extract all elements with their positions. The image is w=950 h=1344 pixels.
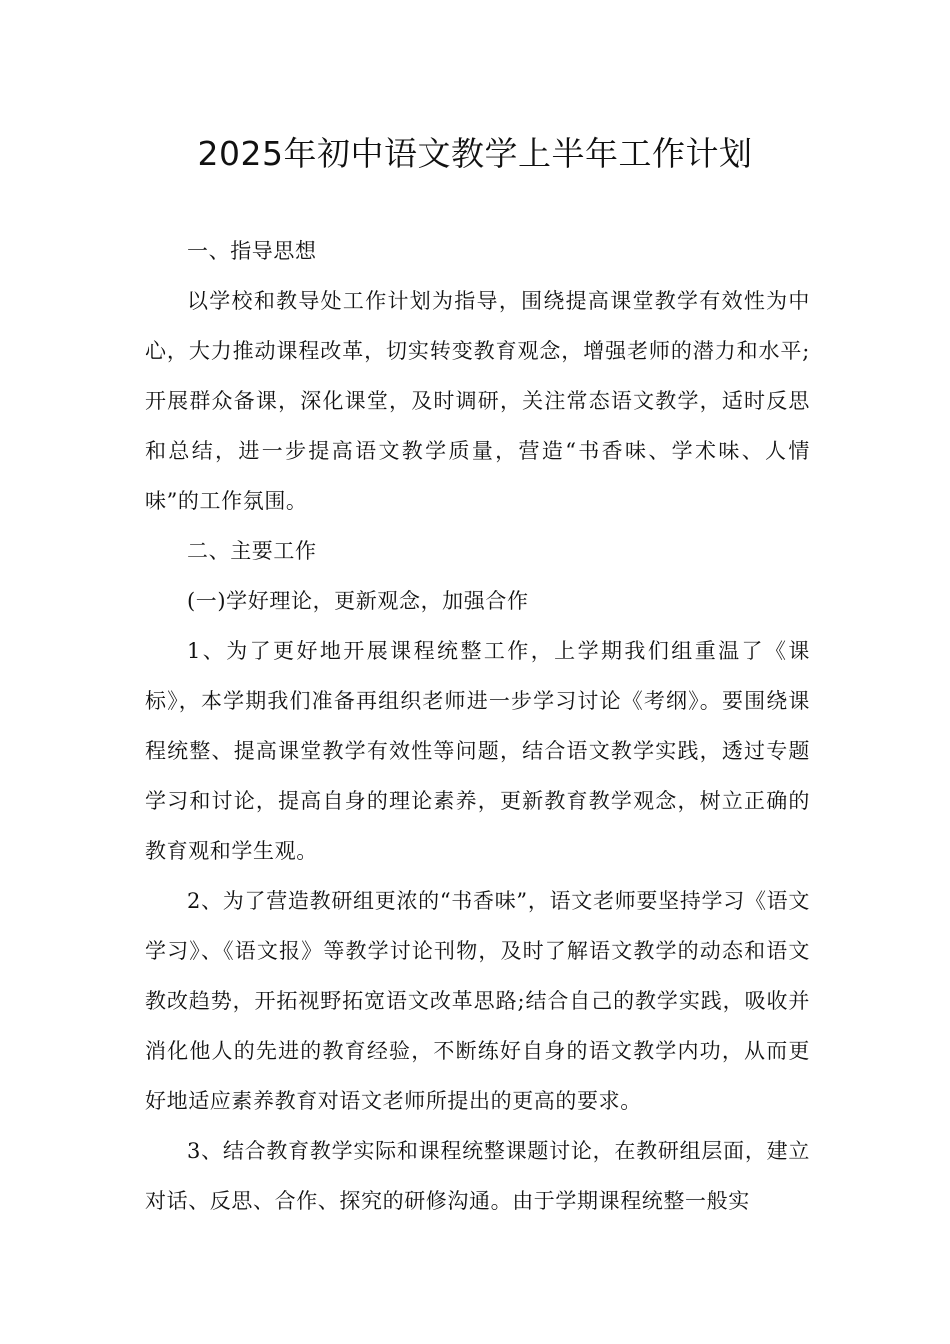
paragraph: 1、为了更好地开展课程统整工作，上学期我们组重温了《课标》，本学期我们准备再组织老师进一步学习讨论《考纲》。要围绕课程统整、提高课堂教学有效性等问题，结合语文教学实践，透过专题学习和讨论，提高自身的理论素养，更新教育教学观念，树立正确的教育观和学生观。 (145, 639, 810, 863)
paragraph: 以学校和教导处工作计划为指导，围绕提高课堂教学有效性为中心，大力推动课程改革，切实转变教育观念，增强老师的潜力和水平;开展群众备课，深化课堂，及时调研，关注常态语文教学，适时反思和总结，进一步提高语文教学质量，营造“书香味、学术味、人情味”的工作氛围。 (145, 289, 810, 513)
document-body (145, 226, 810, 1226)
paragraph: 2、为了营造教研组更浓的“书香味”，语文老师要坚持学习《语文学习》、《语文报》等教学讨论刊物，及时了解语文教学的动态和语文教改趋势，开拓视野拓宽语文改革思路;结合自己的教学实践，吸收并消化他人的先进的教育经验，不断练好自身的语文教学内功，从而更好地适应素养教育对语文老师所提出的更高的要求。 (145, 889, 810, 1113)
section-heading-guiding-ideology: 一、指导思想 (187, 239, 317, 263)
paragraph: 3、结合教育教学实际和课程统整课题讨论，在教研组层面，建立对话、反思、合作、探究的研修沟通。由于学期课程统整一般实 (145, 1139, 810, 1213)
subsection-heading: (一)学好理论，更新观念，加强合作 (187, 589, 529, 613)
document-title: 2025年初中语文教学上半年工作计划 (197, 134, 753, 173)
section-heading-main-work: 二、主要工作 (187, 539, 317, 563)
